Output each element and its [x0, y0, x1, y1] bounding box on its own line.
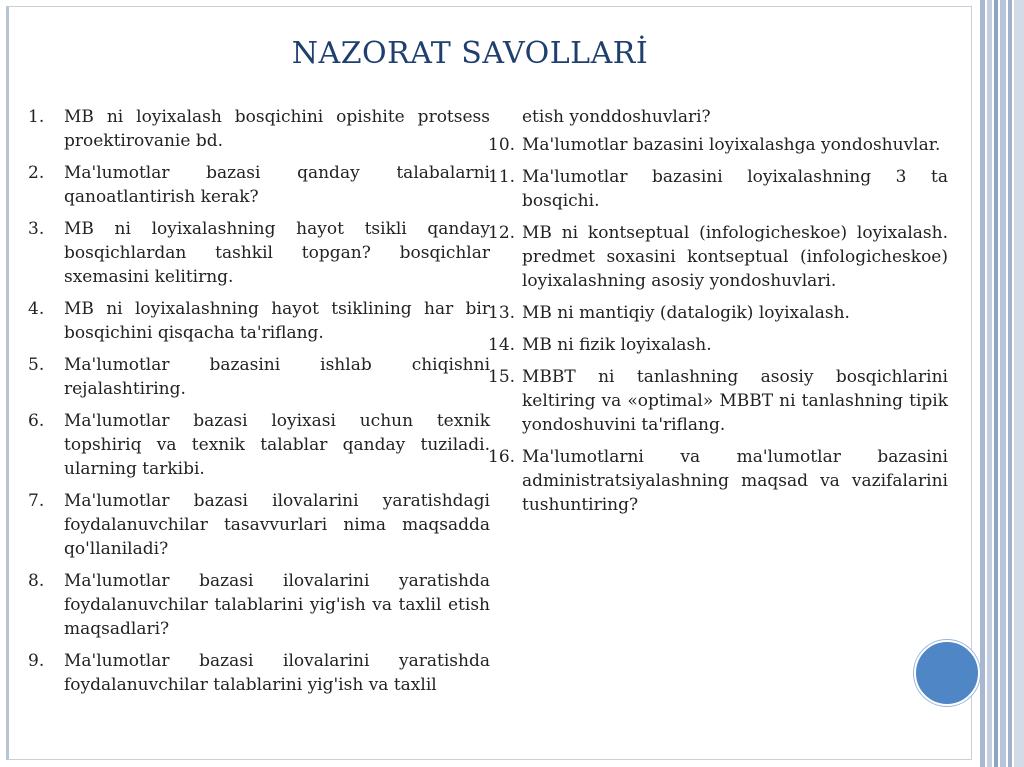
question-number: 15.: [488, 367, 516, 387]
question-item: [28, 297, 490, 345]
question-text: Ma'lumotlar bazasi ilovalarini yaratishda foydalanuvchilar talablarini yig'ish va taxlil: [64, 651, 490, 695]
question-text: Ma'lumotlar bazasini loyixalashning 3 ta bosqichi.: [522, 167, 948, 211]
question-text: Ma'lumotlar bazasini ishlab chiqishni rejalashtiring.: [64, 355, 490, 399]
question-number: 7.: [28, 491, 45, 511]
question-item: [28, 649, 490, 697]
question-number: 6.: [28, 411, 45, 431]
question-item: [488, 301, 948, 325]
question-number: 10.: [488, 135, 516, 155]
question-item: [28, 217, 490, 289]
question-item: [488, 445, 948, 517]
question-text: Ma'lumotlar bazasi qanday talabalarni qanoatlantirish kerak?: [64, 163, 490, 207]
question-item: [28, 353, 490, 401]
questions-right-column: [488, 105, 948, 525]
question-text: Ma'lumotlar bazasini loyixalashga yondoshuvlar.: [522, 135, 941, 155]
question-text: MB ni kontseptual (infologicheskoe) loyixalash. predmet soxasini kontseptual (infologicheskoe) loyixalashning asosiy yondoshuvlari.: [522, 223, 948, 291]
question-item: [28, 161, 490, 209]
question-text: MB ni loyixalashning hayot tsiklining har bir bosqichini qisqacha ta'riflang.: [64, 299, 490, 343]
slide-title: NAZORAT SAVOLLARİ: [291, 36, 649, 71]
question-text: Ma'lumotlar bazasi ilovalarini yaratishda foydalanuvchilar talablarini yig'ish va taxlil etish maqsadlari?: [64, 571, 490, 639]
question-number: 14.: [488, 335, 516, 355]
question-number: 4.: [28, 299, 45, 319]
question-number: 5.: [28, 355, 45, 375]
question-number: 8.: [28, 571, 45, 591]
question-text: MB ni mantiqiy (datalogik) loyixalash.: [522, 303, 850, 323]
question-continuation: etish yonddoshuvlari?: [522, 107, 711, 127]
question-item: [28, 489, 490, 561]
question-number: 9.: [28, 651, 45, 671]
question-item: [488, 133, 948, 157]
question-text: Ma'lumotlar bazasi ilovalarini yaratishdagi foydalanuvchilar tasavvurlari nima maqsadda qo'llaniladi?: [64, 491, 490, 559]
question-number: 12.: [488, 223, 516, 243]
question-text: Ma'lumotlar bazasi loyixasi uchun texnik topshiriq va texnik talablar qanday tuziladi. ularning tarkibi.: [64, 411, 490, 479]
question-item: [488, 333, 948, 357]
question-number: 1.: [28, 107, 45, 127]
decor-stripe: [1008, 0, 1012, 767]
decor-stripe: [1000, 0, 1006, 767]
question-item: [28, 105, 490, 153]
question-item: [28, 569, 490, 641]
question-text: MB ni fizik loyixalash.: [522, 335, 712, 355]
question-text: Ma'lumotlarni va ma'lumotlar bazasini administratsiyalashning maqsad va vazifalarini tushuntiring?: [522, 447, 948, 515]
questions-left-column: [28, 105, 490, 705]
question-text: MBBT ni tanlashning asosiy bosqichlarini keltiring va «optimal» MBBT ni tanlashning tipik yondoshuvini ta'riflang.: [522, 367, 948, 435]
decor-circle: [914, 640, 980, 706]
question-number: 3.: [28, 219, 45, 239]
question-item: [488, 221, 948, 293]
question-text: MB ni loyixalashning hayot tsikli qanday bosqichlardan tashkil topgan? bosqichlar sxemasini kelitirng.: [64, 219, 490, 287]
question-text: MB ni loyixalash bosqichini opishite protsess proektirovanie bd.: [64, 107, 490, 151]
decor-stripe: [987, 0, 992, 767]
question-item: [28, 409, 490, 481]
question-item: [488, 165, 948, 213]
question-number: 11.: [488, 167, 516, 187]
question-number: 2.: [28, 163, 45, 183]
decor-stripe: [1014, 0, 1024, 767]
decor-stripe: [994, 0, 998, 767]
question-number: 13.: [488, 303, 516, 323]
question-number: 16.: [488, 447, 516, 467]
question-item: [488, 365, 948, 437]
decor-stripe: [980, 0, 985, 767]
